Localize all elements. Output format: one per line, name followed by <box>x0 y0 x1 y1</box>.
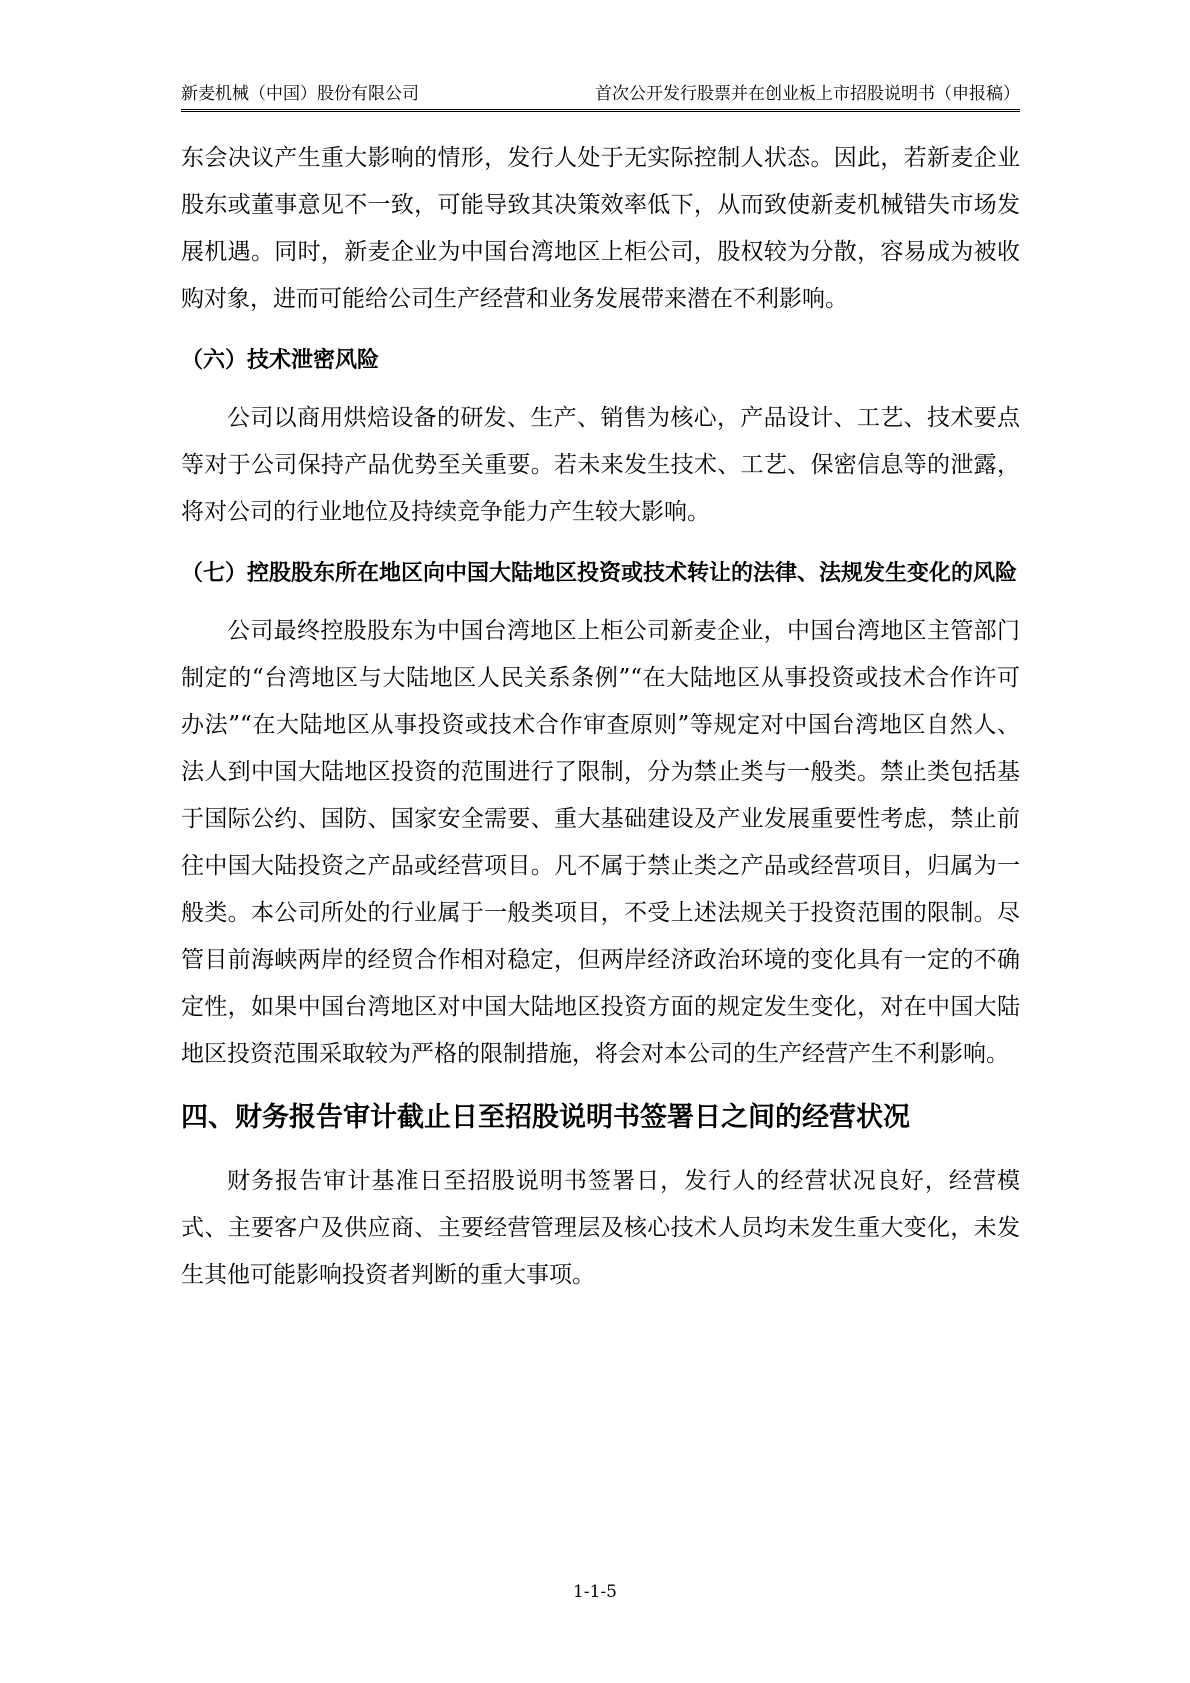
page-number: 1-1-5 <box>573 1582 617 1602</box>
paragraph-seven: 公司最终控股股东为中国台湾地区上柜公司新麦企业，中国台湾地区主管部门制定的“台湾地区与大陆地区人民关系条例”“在大陆地区从事投资或技术合作许可办法”“在大陆地区从事投资或技术合作审查原则”等规定对中国台湾地区自然人、法人到中国大陆地区投资的范围进行了限制，分为禁止类与一般类。禁止类包括基于国际公约、国防、国家安全需要、重大基础建设及产业发展重要性考虑，禁止前往中国大陆投资之产品或经营项目。凡不属于禁止类之产品或经营项目，归属为一般类。本公司所处的行业属于一般类项目，不受上述法规关于投资范围的限制。尽管目前海峡两岸的经贸合作相对稳定，但两岸经济政治环境的变化具有一定的不确定性，如果中国台湾地区对中国大陆地区投资方面的规定发生变化，对在中国大陆地区投资范围采取较为严格的限制措施，将会对本公司的生产经营产生不利影响。 <box>181 618 1020 1067</box>
section-heading-four: 四、财务报告审计截止日至招股说明书签署日之间的经营状况 <box>181 1102 910 1133</box>
paragraph-four: 财务报告审计基准日至招股说明书签署日，发行人的经营状况良好，经营模式、主要客户及供应商、主要经营管理层及核心技术人员均未发生重大变化，未发生其他可能影响投资者判断的重大事项。 <box>181 1168 1020 1288</box>
paragraph-intro: 东会决议产生重大影响的情形，发行人处于无实际控制人状态。因此，若新麦企业股东或董事意见不一致，可能导致其决策效率低下，从而致使新麦机械错失市场发展机遇。同时，新麦企业为中国台湾地区上柜公司，股权较为分散，容易成为被收购对象，进而可能给公司生产经营和业务发展带来潜在不利影响。 <box>181 145 1020 312</box>
page-header <box>181 84 1020 112</box>
section-heading-six: （六）技术泄密风险 <box>181 348 380 373</box>
document-body <box>181 135 1020 1299</box>
header-company: 新麦机械（中国）股份有限公司 <box>181 84 419 104</box>
section-heading-seven: （七）控股股东所在地区向中国大陆地区投资或技术转让的法律、法规发生变化的风险 <box>181 561 1018 586</box>
header-doc-title: 首次公开发行股票并在创业板上市招股说明书（申报稿） <box>595 84 1020 104</box>
paragraph-six: 公司以商用烘焙设备的研发、生产、销售为核心，产品设计、工艺、技术要点等对于公司保持产品优势至关重要。若未来发生技术、工艺、保密信息等的泄露，将对公司的行业地位及持续竞争能力产生较大影响。 <box>181 405 1020 525</box>
